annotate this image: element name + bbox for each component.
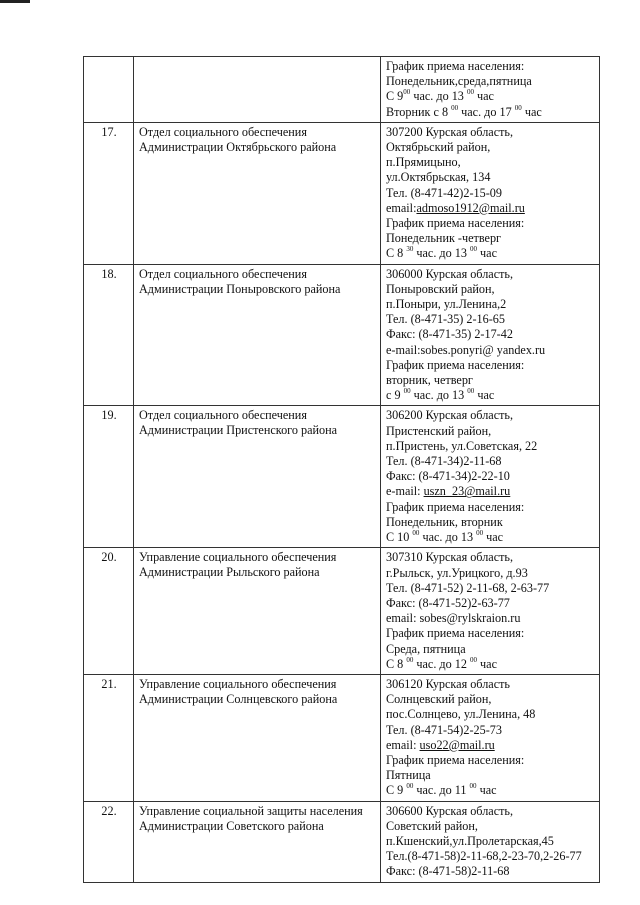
hours-text: час. до 13: [419, 530, 477, 545]
email-line: [386, 484, 595, 499]
info-line: Тел. (8-471-52) 2-11-68, 2-63-77: [386, 580, 550, 595]
hours-text: час. до 13: [413, 246, 470, 261]
info-line: Факс: (8-471-35) 2-17-42: [386, 327, 513, 342]
info-line: График приема населения:: [386, 752, 525, 767]
row-number: 20.: [84, 548, 134, 675]
minutes-superscript: 00: [467, 387, 475, 396]
hours-text: С 8: [386, 246, 407, 261]
info-line: п.Прямицыно,: [386, 155, 461, 170]
hours-text: час. до 11: [413, 783, 470, 798]
minutes-superscript: 00: [470, 245, 477, 254]
table-row: [84, 548, 600, 675]
info-line: Тел. (8-471-42)2-15-09: [386, 185, 502, 200]
hours-text: час: [521, 104, 542, 119]
info-line: 307310 Курская область,: [386, 550, 514, 565]
minutes-superscript: 00: [470, 655, 477, 664]
hours-text: час. до 13: [410, 388, 468, 403]
row-number: 19.: [84, 406, 134, 548]
email-link[interactable]: admoso1912@mail.ru: [416, 200, 525, 215]
contact-info-cell: [381, 548, 600, 675]
schedule-hours-line: [386, 105, 595, 120]
info-line: График приема населения:: [386, 499, 525, 514]
contact-info-cell: [381, 122, 600, 264]
email-line: [386, 738, 595, 753]
info-line: email: sobes@rylskraion.ru: [386, 611, 521, 626]
email-link[interactable]: uso22@mail.ru: [419, 737, 495, 752]
info-line: Понедельник,среда,пятница: [386, 74, 532, 89]
minutes-superscript: 00: [403, 88, 411, 97]
info-line: Солнцевский район,: [386, 692, 492, 707]
hours-text: час. до 12: [413, 656, 470, 671]
organization-name: Управление социальной защиты населения Администрации Советского района: [134, 801, 381, 882]
info-line: График приема населения:: [386, 216, 525, 231]
info-line: г.Рыльск, ул.Урицкого, д.93: [386, 565, 528, 580]
hours-text: Вторник с 8: [386, 104, 452, 119]
hours-text: С 8: [386, 656, 407, 671]
social-services-table: [83, 56, 600, 883]
minutes-superscript: 00: [466, 88, 474, 97]
info-line: Тел. (8-471-35) 2-16-65: [386, 312, 505, 327]
info-line: 306200 Курская область,: [386, 408, 514, 423]
minutes-superscript: 00: [476, 529, 484, 538]
hours-text: С 9: [386, 783, 407, 798]
minutes-superscript: 00: [406, 782, 414, 791]
contact-info-cell: [381, 264, 600, 406]
minutes-superscript: 00: [403, 387, 411, 396]
email-line: [386, 201, 595, 216]
info-line: Факс: (8-471-52)2-63-77: [386, 595, 510, 610]
minutes-superscript: 30: [406, 245, 414, 254]
hours-text: С 10: [386, 530, 413, 545]
organization-name: Управление социального обеспечения Администрации Рыльского района: [134, 548, 381, 675]
table-row: [84, 406, 600, 548]
email-label: email:: [386, 737, 420, 752]
info-line: 306120 Курская область: [386, 676, 510, 691]
info-line: Факс: (8-471-58)2-11-68: [386, 864, 510, 879]
hours-text: час: [477, 246, 497, 261]
info-line: пос.Солнцево, ул.Ленина, 48: [386, 707, 536, 722]
info-line: вторник, четверг: [386, 373, 473, 388]
table-row: [84, 122, 600, 264]
organization-name: Управление социального обеспечения Администрации Солнцевского района: [134, 674, 381, 801]
scan-corner-mark: [0, 0, 30, 3]
info-line: Октябрьский район,: [386, 140, 491, 155]
info-line: Понедельник, вторник: [386, 514, 503, 529]
info-line: п.Поныри, ул.Ленина,2: [386, 297, 507, 312]
email-label: e-mail:: [386, 484, 424, 499]
organization-name: Отдел социального обеспечения Администрации Пристенского района: [134, 406, 381, 548]
info-line: 306600 Курская область,: [386, 803, 514, 818]
row-number: 18.: [84, 264, 134, 406]
schedule-hours-line: [386, 388, 595, 403]
info-line: e-mail:sobes.ponyri@ yandex.ru: [386, 342, 546, 357]
hours-text: час: [483, 530, 504, 545]
hours-text: час: [474, 388, 495, 403]
row-number: [84, 57, 134, 123]
info-line: п.Пристень, ул.Советская, 22: [386, 438, 538, 453]
schedule-hours-line: [386, 246, 595, 261]
minutes-superscript: 00: [469, 782, 477, 791]
info-line: Пятница: [386, 768, 431, 783]
info-line: Поныровский район,: [386, 281, 495, 296]
table-row: [84, 674, 600, 801]
info-line: Тел. (8-471-34)2-11-68: [386, 454, 502, 469]
info-line: Среда, пятница: [386, 641, 466, 656]
info-line: ул.Октябрьская, 134: [386, 170, 491, 185]
hours-text: час. до 17: [458, 104, 515, 119]
contact-info-cell: [381, 674, 600, 801]
info-line: п.Кшенский,ул.Пролетарская,45: [386, 833, 554, 848]
row-number: 21.: [84, 674, 134, 801]
table-body: [84, 57, 600, 883]
info-line: Понедельник -четверг: [386, 231, 502, 246]
organization-name: [134, 57, 381, 123]
info-line: Факс: (8-471-34)2-22-10: [386, 469, 510, 484]
info-line: 307200 Курская область,: [386, 124, 514, 139]
info-line: Советский район,: [386, 818, 478, 833]
contact-info-cell: [381, 406, 600, 548]
table-row: [84, 57, 600, 123]
row-number: 22.: [84, 801, 134, 882]
info-line: График приема населения:: [386, 59, 525, 73]
schedule-hours-line: [386, 657, 595, 672]
hours-text: С 9: [386, 89, 404, 104]
hours-text: час. до 13: [410, 89, 467, 104]
info-line: 306000 Курская область,: [386, 266, 514, 281]
minutes-superscript: 00: [406, 655, 414, 664]
schedule-hours-line: [386, 89, 595, 104]
info-line: Пристенский район,: [386, 423, 492, 438]
schedule-hours-line: [386, 530, 595, 545]
minutes-superscript: 00: [514, 103, 522, 112]
contact-info-cell: [381, 57, 600, 123]
organization-name: Отдел социального обеспечения Администрации Октябрьского района: [134, 122, 381, 264]
hours-text: час: [477, 656, 497, 671]
info-line: Тел. (8-471-54)2-25-73: [386, 722, 502, 737]
organization-name: Отдел социального обеспечения Администрации Поныровского района: [134, 264, 381, 406]
schedule-hours-line: [386, 783, 595, 798]
hours-text: час: [476, 783, 497, 798]
hours-text: час: [473, 89, 494, 104]
hours-text: с 9: [386, 388, 404, 403]
minutes-superscript: 00: [412, 529, 420, 538]
contact-info-cell: [381, 801, 600, 882]
info-line: Тел.(8-471-58)2-11-68,2-23-70,2-26-77: [386, 849, 582, 864]
info-line: График приема населения:: [386, 357, 525, 372]
table-row: [84, 801, 600, 882]
email-link[interactable]: uszn_23@mail.ru: [423, 484, 511, 499]
minutes-superscript: 00: [451, 103, 459, 112]
info-line: График приема населения:: [386, 626, 525, 641]
table-row: [84, 264, 600, 406]
row-number: 17.: [84, 122, 134, 264]
email-label: email:: [386, 200, 417, 215]
